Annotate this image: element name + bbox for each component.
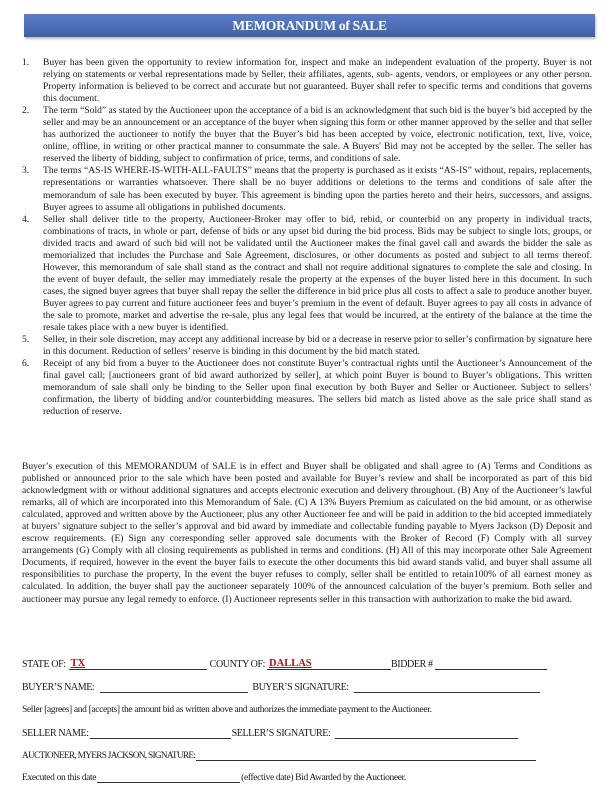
location-row <box>22 656 547 670</box>
state-value: TX <box>70 658 86 669</box>
term-text: Seller, in their sole discretion, may accept any additional increase by bid or a decrease in reserve prior to seller’s confirmation by signature here in this document. Reduction of sellers’ reserve is binding in this document by the bid match stated. <box>43 334 592 358</box>
executed-date-field[interactable] <box>97 771 240 783</box>
term-number: 5. <box>22 334 30 346</box>
document-title: MEMORANDUM of SALE <box>232 17 387 33</box>
buyer-name-field[interactable] <box>100 681 248 693</box>
document-title-bar <box>24 14 595 37</box>
seller-signature-label: SELLER’S SIGNATURE: <box>231 728 331 739</box>
term-item <box>22 358 592 418</box>
term-number: 1. <box>22 57 30 68</box>
seller-name-field[interactable] <box>90 727 231 739</box>
term-item <box>22 214 592 334</box>
buyer-signature-label: BUYER’S SIGNATURE: <box>252 682 349 693</box>
term-text: The terms “AS-IS WHERE-IS-WITH-ALL-FAULTS” means that the property is purchased as it exists “AS-IS” without, repairs, replacements, representations or warranties whatsoever. There shall be no buyer additions or deletions to the terms and conditions of sale after the memorandum of sale has been executed by buyer. This agreement is binding upon the parties hereto and their heirs, successors, and assigns. Buyer agrees to assume all obligations in published documents. <box>43 165 592 213</box>
auctioneer-signature-field[interactable] <box>196 749 536 761</box>
seller-statement: Seller [agrees] and [accepts] the amount bid as written above and authorizes the immediate payment to the Auctioneer. <box>22 705 432 715</box>
state-label: STATE OF: <box>22 659 66 670</box>
seller-signature-field[interactable] <box>335 727 518 739</box>
auctioneer-row <box>22 747 536 761</box>
term-text: The term “Sold” as stated by the Auctioneer upon the acceptance of a bid is an acknowledgment that such bid is the buyer’s bid accepted by the seller and may be an announcement or an acceptance of the buyer when signing this form or other manner approved by the seller and that seller has authorized the auctioneer to notify the buyer that the Buyer’s bid has been accepted by voice, electronic notification, text, live, voice, online, offline, in writing or other practical manner to consummate the sale. A Buyers' Bid may not be accepted by the seller. The seller has reserved the liberty of bidding, subject to confirmation of price, terms, and conditions of sale. <box>43 105 592 165</box>
term-text: Buyer has been given the opportunity to review information for, inspect and make an independent evaluation of the property. Buyer is not relying on statements or verbal representations made by Seller, their affiliates, agents, sub- agents, vendors, or employees or any other person. Property information is believed to be correct and accurate but not guaranteed. Buyer shall refer to specific terms and conditions that governs this document. <box>43 57 592 105</box>
bidder-field[interactable] <box>435 658 547 670</box>
county-label: COUNTY OF: <box>209 659 266 670</box>
executed-suffix: (effective date) Bid Awarded by the Auctioneer. <box>241 773 406 783</box>
executed-prefix: Executed on this date <box>22 773 97 783</box>
execution-paragraph: Buyer’s execution of this MEMORANDUM of SALE is in effect and Buyer shall be obligated and shall agree to (A) Terms and Conditions as published or announced prior to the sale which have been posted and available for Buyer’s review and shall be incorporated as part of this bid acknowledgment with or without additional signatures and accepts electronic execution and delivery throughout. (B) Any of the Auctioneer’s lawful remarks, all of which are incorporated into this Memorandum of Sale. (C) A 13% Buyers Premium as calculated on the bid amount, or as otherwise calculated, approved and written above by the Auctioneer, plus any other Auctioneer fee and will be paid in addition to the bid accepted immediately at buyers’ signature subject to the seller’s approval and bid award by immediate and collectable funding payable to Myers Jackson (D) Deposit and escrow requirements. (E) Sign any corresponding seller approved sale documents with the Broker of Record (F) Comply with all survey arrangements (G) Comply with all closing requirements as published in terms and conditions. (H) All of this may incorporate other Sale Agreement Documents, if required, however in the event the buyer fails to execute the other documents this bid award stands valid, and buyer shall assume all responsibilities to purchase the property, In the event the buyer refuses to comply, seller shall be entitled to retain100% of all earnest money as calculated. In addition, the buyer shall pay the auctioneer separately 100% of the announced calculation of the buyer’s premium. Both seller and auctioneer may pursue any legal remedy to enforce. (I) Auctioneer represents seller in this transaction with authorization to make the bid award. <box>22 461 592 605</box>
county-value: DALLAS <box>269 658 312 669</box>
buyer-signature-field[interactable] <box>354 681 540 693</box>
executed-row <box>22 769 406 783</box>
term-text: Receipt of any bid from a buyer to the Auctioneer does not constitute Buyer’s contractual rights until the Auctioneer’s Announcement of the final gavel call; [auctioneers grant of bid award authorized by seller], at which point Buyer is bound to Buyer’s obligations. This written memorandum of sale shall only be binding to the Seller upon final execution by both Buyer and Seller or Auctioneer. Subject to sellers’ confirmation, the liberty of bidding and/or counterbidding measures. The sellers bid match as listed above as the sale price shall stand as reduction of reserve. <box>43 358 592 418</box>
auctioneer-signature-label: AUCTIONEER, MYERS JACKSON, SIGNATURE: <box>22 751 196 761</box>
term-number: 6. <box>22 358 30 370</box>
seller-statement-row <box>22 701 432 715</box>
term-item <box>22 165 592 213</box>
term-item <box>22 57 592 105</box>
term-item <box>22 334 592 358</box>
seller-name-label: SELLER NAME: <box>22 728 89 739</box>
county-field[interactable] <box>267 658 391 670</box>
term-number: 4. <box>22 213 30 225</box>
terms-list <box>22 57 592 418</box>
term-number: 2. <box>22 105 30 117</box>
seller-row <box>22 725 518 739</box>
buyer-row <box>22 679 540 693</box>
term-number: 3. <box>22 165 30 177</box>
bidder-label: BIDDER # <box>391 659 433 670</box>
term-text: Seller shall deliver title to the property, Auctioneer-Broker may offer to bid, rebid, or counterbid on any property in individual tracts, combinations of tracts, in whole or part, defense of bids or any upset bid during the bid process. Bids may be subject to single lots, groups, or divided tracts and award of such bid will not be validated until the Auctioneer makes the final gavel call and awards the bidder the sale as memorialized that includes the Purchase and Sale Agreement, disclosures, or other documents as posted and subject to all terms thereof. However, this memorandum of sale shall stand as the contract and shall not require additional signatures to complete the sale and closing. In the event of buyer default, the seller may immediately resale the property at the expenses of the buyer listed here in this document. In such cases, the signed buyer agrees that buyer shall repay the seller the difference in bid price plus all costs to affect a sale to produce another buyer. Buyer agrees to pay current and future auctioneer fees and buyer’s premium in the event of default. Buyer agrees to pay all costs in advance of the sale to promote, market and advertise the re-sale, plus any legal fees that would be incurred, at the entirety of the balance at the time the resale takes place with a new buyer is identified. <box>43 213 592 334</box>
buyer-name-label: BUYER’S NAME: <box>22 682 95 693</box>
term-item <box>22 105 592 165</box>
state-field[interactable] <box>69 658 207 670</box>
